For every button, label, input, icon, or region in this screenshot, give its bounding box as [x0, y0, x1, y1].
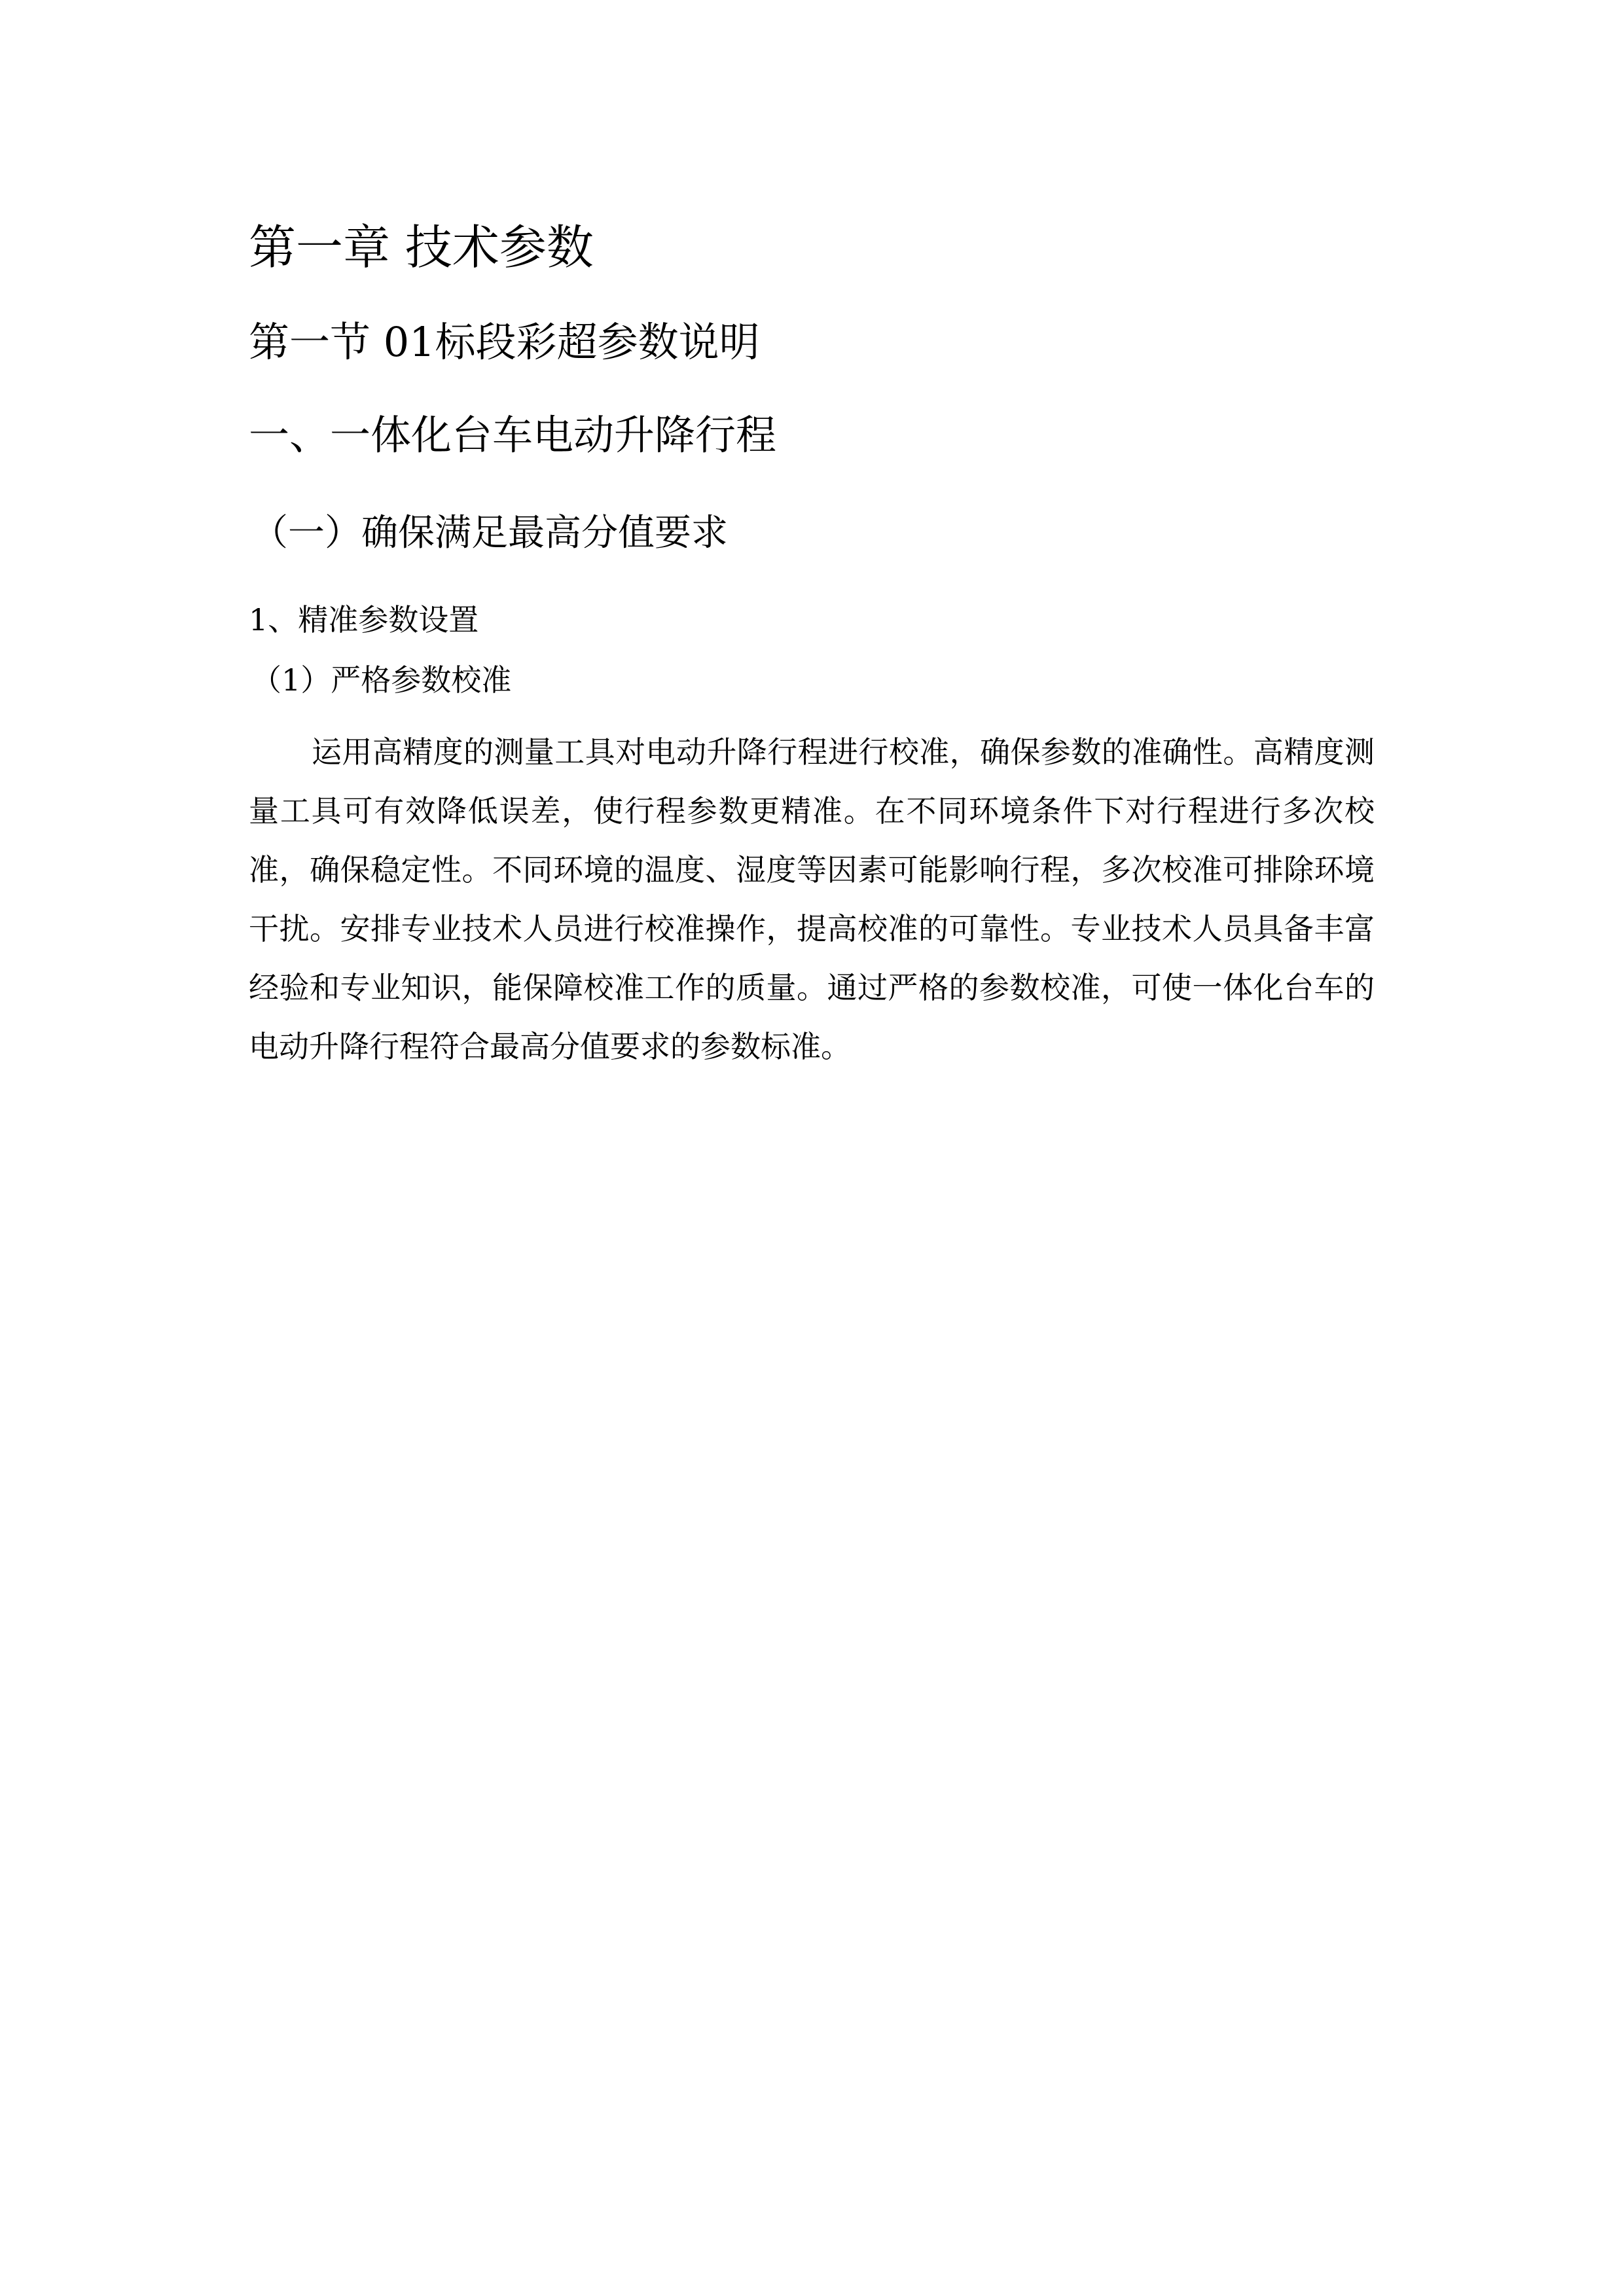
subitem-title: （1）严格参数校准 — [251, 662, 512, 698]
chapter-title: 第一章 技术参数 — [249, 220, 594, 275]
body-paragraph: 运用高精度的测量工具对电动升降行程进行校准，确保参数的准确性。高精度测量工具可有效降低误差，使行程参数更精准。在不同环境条件下对行程进行多次校准，确保稳定性。不同环境的温度、湿度等因素可能影响行程，多次校准可排除环境干扰。安排专业技术人员进行校准操作，提高校准的可靠性。专业技术人员具备丰富经验和专业知识，能保障校准工作的质量。通过严格的参数校准，可使一体化台车的电动升降行程符合最高分值要求的参数标准。 — [249, 734, 1375, 1064]
subsubsection-title: （一）确保满足最高分值要求 — [251, 512, 728, 554]
subsection-title: 一、一体化台车电动升降行程 — [249, 411, 777, 459]
item-title: 1、精准参数设置 — [249, 602, 479, 637]
section-title: 第一节 01标段彩超参数说明 — [249, 318, 760, 366]
